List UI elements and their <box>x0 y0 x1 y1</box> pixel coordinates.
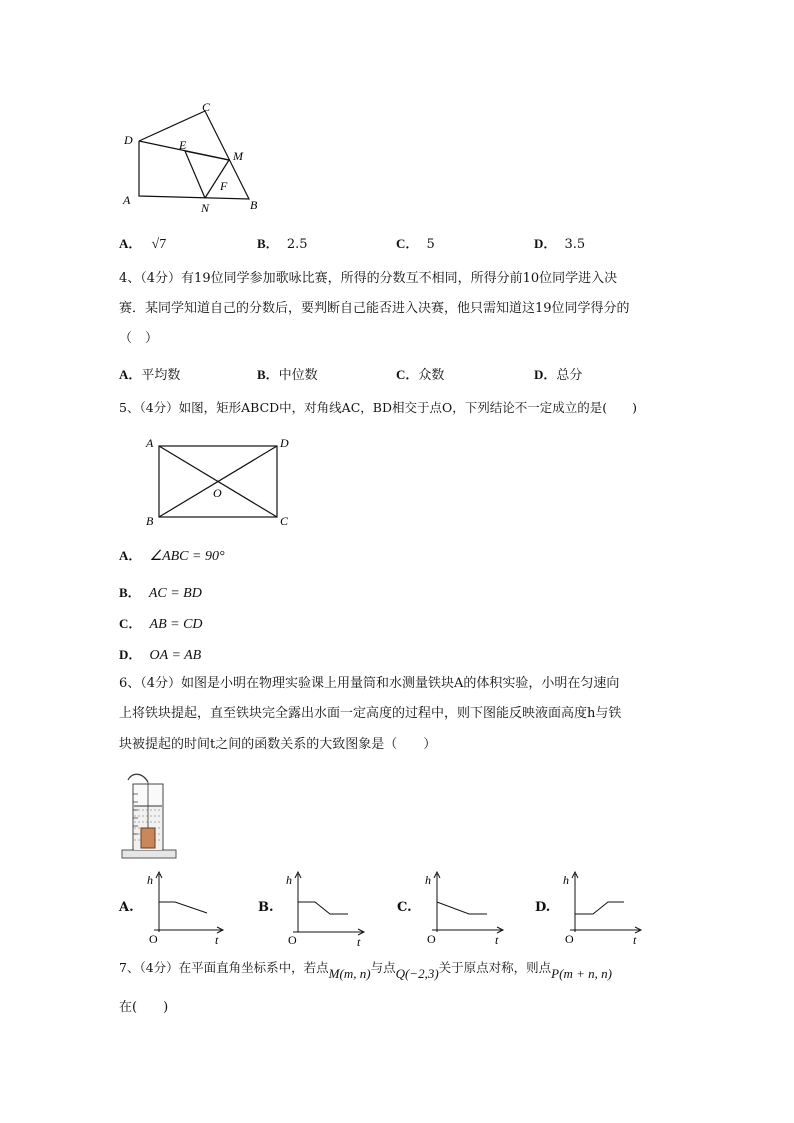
q3-option-d[interactable] <box>534 233 585 252</box>
q6-stem-line-1: 6、（4分）如图是小明在物理实验课上用量筒和水测量铁块A的体积实验，小明在匀速向 <box>119 676 620 691</box>
q6-measuring-cylinder-figure <box>120 770 180 860</box>
q4-stem-line-2: 赛．某同学知道自己的分数后，要判断自己能否进入决赛，他只需知道这19位同学得分的 <box>119 301 630 316</box>
q3-quadrilateral-figure <box>118 98 268 218</box>
q3-label-d: D <box>124 133 133 147</box>
q7-point-p: P(m + n, n) <box>551 966 612 981</box>
q5-option-c-text: AB = CD <box>149 617 203 632</box>
q3-option-a[interactable] <box>119 233 166 253</box>
q5-option-d-label: D． <box>119 647 142 662</box>
iron-block <box>141 828 155 848</box>
q7-prefix: 7、（4分）在平面直角坐标系中，若点 <box>119 960 329 975</box>
graph-b-t: t <box>357 935 361 946</box>
q3-label-e: E <box>179 138 187 152</box>
q4-option-d[interactable] <box>534 364 582 383</box>
q3-option-a-label: A． <box>119 236 142 251</box>
q7-stem-line-2: 在( ) <box>119 1000 169 1015</box>
q7-stem-line-1 <box>119 960 612 981</box>
graph-b-curve <box>298 902 348 914</box>
q3-option-c-label: C． <box>396 236 419 251</box>
q7-point-m: M(m, n) <box>328 966 371 981</box>
graph-d-curve <box>575 902 624 914</box>
q3-label-a: A <box>123 193 131 207</box>
q5-option-b-label: B． <box>119 585 141 600</box>
q5-label-d: D <box>280 436 289 450</box>
q5-label-b: B <box>146 514 154 528</box>
q5-option-d-text: OA = AB <box>149 648 202 663</box>
graph-a-curve <box>159 902 207 913</box>
q5-option-b[interactable] <box>119 582 202 602</box>
q3-line-em <box>185 151 229 160</box>
q6-graph-b[interactable] <box>283 868 368 946</box>
q3-label-n: N <box>201 201 210 215</box>
q5-option-c-label: C． <box>119 616 142 631</box>
q3-option-c[interactable] <box>396 233 435 252</box>
q5-label-a: A <box>146 436 154 450</box>
q5-option-c[interactable] <box>119 613 203 633</box>
graph-d-t: t <box>633 933 637 946</box>
graph-a-o: O <box>149 932 158 946</box>
graph-d-o: O <box>565 932 574 946</box>
graph-c-t: t <box>495 933 499 946</box>
q7-point-q: Q(−2,3) <box>395 966 439 981</box>
q3-label-f: F <box>220 179 228 193</box>
q5-label-c: C <box>280 514 289 528</box>
graph-c-h: h <box>425 873 431 887</box>
q5-option-a-label: A． <box>119 548 142 563</box>
q4-stem-line-1: 4、（4分）有19位同学参加歌咏比赛，所得的分数互不相同，所得分前10位同学进入决 <box>119 271 618 286</box>
q5-label-o: O <box>213 486 222 500</box>
q7-mid2: 关于原点对称，则点 <box>438 960 552 975</box>
q6-stem-line-3: 块被提起的时间t之间的函数关系的大致图象是（ ） <box>119 737 437 752</box>
q3-option-a-text: √7 <box>151 237 167 252</box>
q5-stem: 5、（4分）如图，矩形ABCD中，对角线AC，BD相交于点O，下列结论不一定成立的是( ) <box>119 400 637 415</box>
q6-option-d-label[interactable]: D. <box>535 900 551 915</box>
q5-rectangle-figure <box>142 432 297 532</box>
graph-c-o: O <box>427 932 436 946</box>
q3-option-d-text: 3.5 <box>564 237 586 252</box>
lifting-hand-wire <box>128 774 148 782</box>
q5-option-b-text: AC = BD <box>148 586 202 601</box>
q4-option-d-text: 总分 <box>556 368 583 383</box>
q3-label-m: M <box>233 149 243 163</box>
q3-option-d-label: D． <box>534 236 557 251</box>
q6-graph-a[interactable] <box>144 868 226 946</box>
q6-stem-line-2: 上将铁块提起，直至铁块完全露出水面一定高度的过程中，则下图能反映液面高度h与铁 <box>119 706 622 721</box>
q4-option-c-text: 众数 <box>418 368 445 383</box>
graph-b-h: h <box>286 873 292 887</box>
q4-option-b-text: 中位数 <box>278 368 318 383</box>
q4-option-d-label: D． <box>534 367 557 382</box>
q3-option-b[interactable] <box>257 233 308 252</box>
q3-option-b-label: B． <box>257 236 279 251</box>
q3-label-c: C <box>202 100 211 114</box>
q4-stem-line-3: （ ） <box>119 331 159 346</box>
q7-mid1: 与点 <box>370 960 396 975</box>
q6-graph-d[interactable] <box>560 868 645 946</box>
graph-a-t: t <box>215 933 219 946</box>
q3-option-c-text: 5 <box>426 237 435 252</box>
q6-option-c-label[interactable]: C. <box>397 900 412 915</box>
graph-b-o: O <box>288 933 297 946</box>
q4-option-a-text: 平均数 <box>141 368 181 383</box>
q4-option-b-label: B． <box>257 367 279 382</box>
graph-d-h: h <box>563 873 569 887</box>
q6-option-a-label[interactable]: A. <box>119 900 134 915</box>
cylinder-base <box>122 850 176 858</box>
q4-option-c-label: C． <box>396 367 419 382</box>
q5-option-a-text: ∠ABC = 90° <box>149 549 225 564</box>
q3-label-b: B <box>250 198 258 212</box>
q6-option-b-label[interactable]: B. <box>258 900 274 915</box>
q3-line-en <box>185 151 205 198</box>
q4-option-a-label: A． <box>119 367 142 382</box>
q6-graph-c[interactable] <box>422 868 507 946</box>
graph-c-curve <box>437 902 487 914</box>
q5-option-d[interactable] <box>119 644 201 664</box>
q5-option-a[interactable] <box>119 545 225 565</box>
q4-option-b[interactable] <box>257 364 318 383</box>
q4-option-c[interactable] <box>396 364 444 383</box>
graph-a-h: h <box>147 873 153 887</box>
q4-option-a[interactable] <box>119 364 180 383</box>
q3-option-b-text: 2.5 <box>286 237 308 252</box>
